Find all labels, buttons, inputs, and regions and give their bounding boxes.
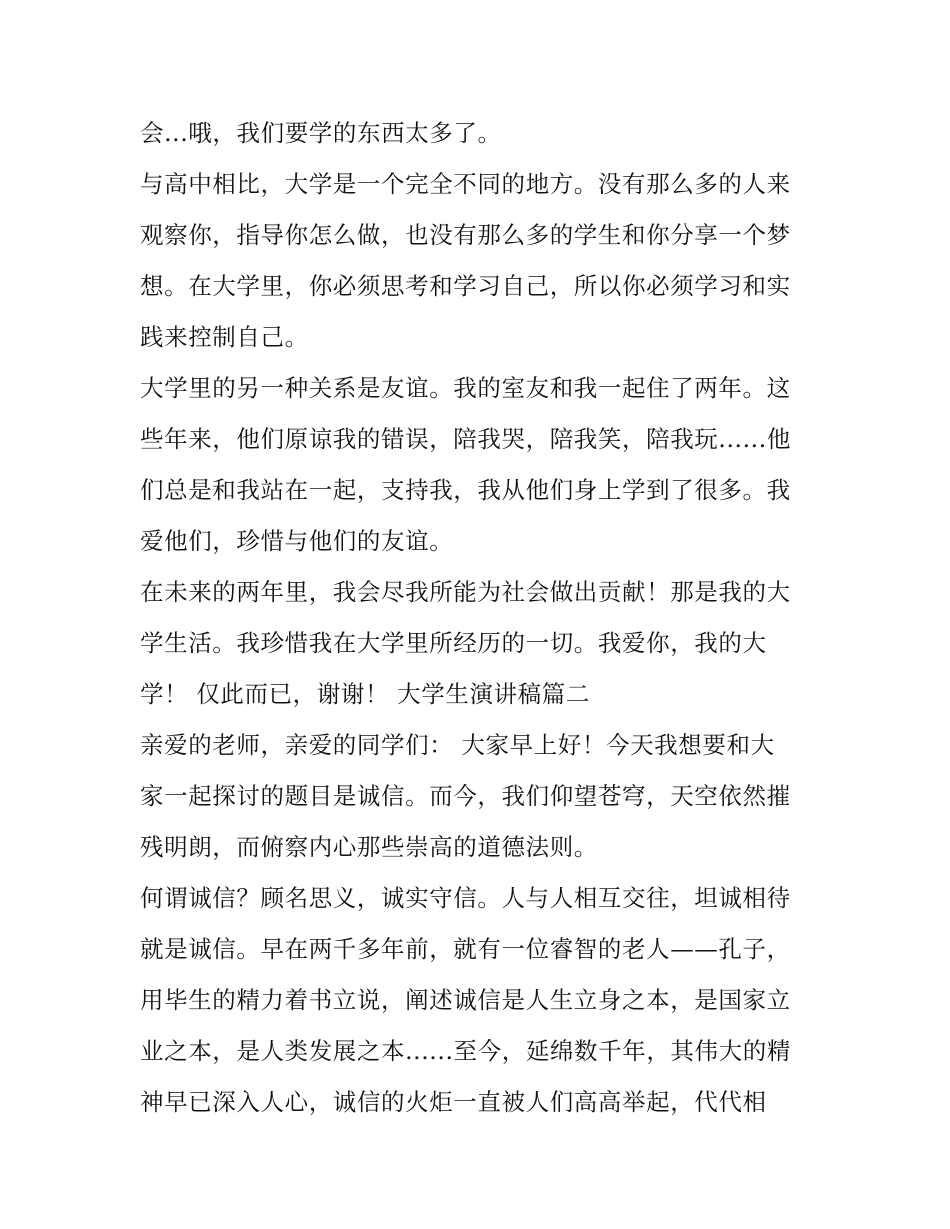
text-line-1: 会...哦，我们要学的东西太多了。	[140, 119, 502, 147]
text-line-11: 学生活。我珍惜我在大学里所经历的一切。我爱你，我的大	[140, 629, 767, 657]
text-line-3: 观察你，指导你怎么做，也没有那么多的学生和你分享一个梦	[140, 221, 791, 249]
text-line-4: 想。在大学里，你必须思考和学习自己，所以你必须学习和实	[140, 272, 791, 300]
text-line-13: 亲爱的老师，亲爱的同学们： 大家早上好！今天我想要和大	[140, 731, 775, 759]
text-line-10: 在未来的两年里，我会尽我所能为社会做出贡献！那是我的大	[140, 578, 791, 606]
text-line-2: 与高中相比，大学是一个完全不同的地方。没有那么多的人来	[140, 170, 791, 198]
text-line-19: 业之本，是人类发展之本......至今，延绵数千年，其伟大的精	[140, 1037, 791, 1065]
text-line-8: 们总是和我站在一起，支持我，我从他们身上学到了很多。我	[140, 476, 791, 504]
text-line-5: 践来控制自己。	[140, 323, 309, 351]
text-line-14: 家一起探讨的题目是诚信。而今，我们仰望苍穹，天空依然摧	[140, 782, 791, 810]
text-line-12: 学！ 仅此而已，谢谢！ 大学生演讲稿篇二	[140, 680, 590, 708]
body-text	[140, 108, 820, 1128]
text-line-6: 大学里的另一种关系是友谊。我的室友和我一起住了两年。这	[140, 374, 791, 402]
text-line-15: 残明朗，而俯察内心那些崇高的道德法则。	[140, 833, 598, 861]
text-line-7: 些年来，他们原谅我的错误，陪我哭，陪我笑，陪我玩......他	[140, 425, 791, 453]
text-line-16: 何谓诚信？顾名思义，诚实守信。人与人相互交往，坦诚相待	[140, 884, 791, 912]
text-line-9: 爱他们，珍惜与他们的友谊。	[140, 527, 454, 555]
text-line-18: 用毕生的精力着书立说，阐述诚信是人生立身之本，是国家立	[140, 986, 791, 1014]
text-line-17: 就是诚信。早在两千多年前，就有一位睿智的老人——孔子，	[140, 935, 791, 963]
text-line-20: 神早已深入人心，诚信的火炬一直被人们高高举起，代代相	[140, 1088, 767, 1116]
